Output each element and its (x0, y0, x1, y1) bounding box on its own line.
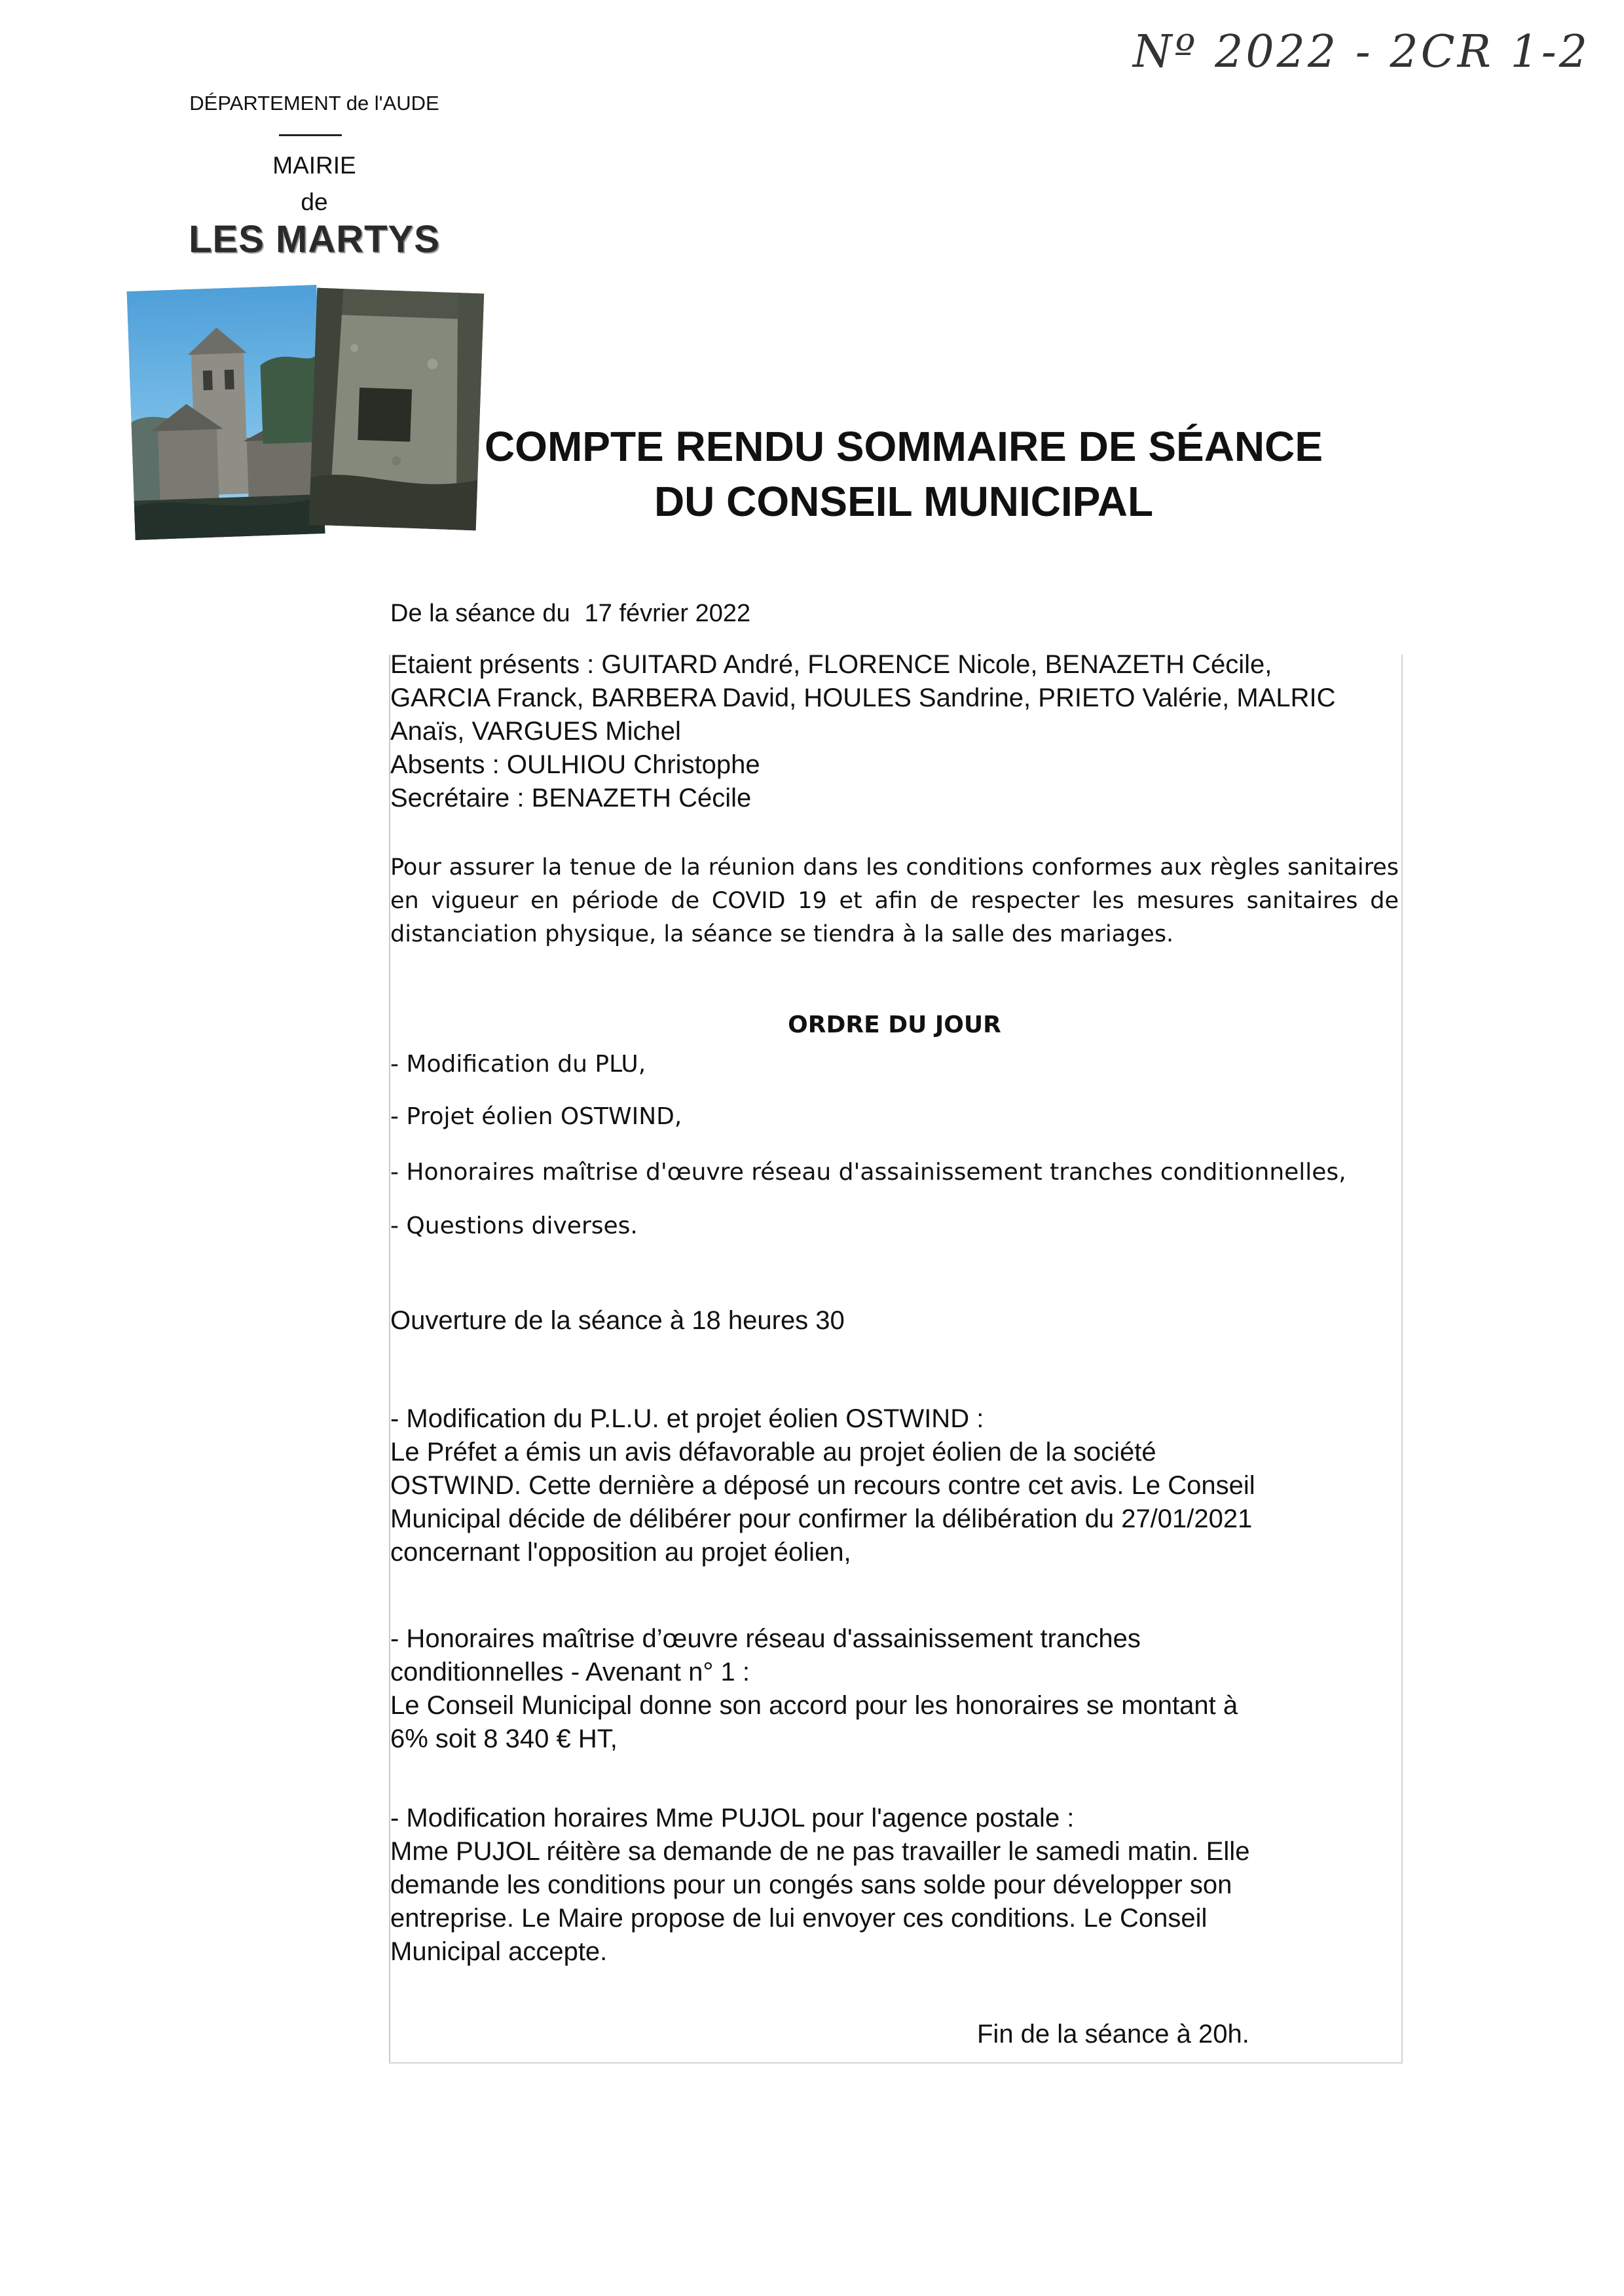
closing-time: Fin de la séance à 20h. (977, 2020, 1249, 2049)
section-line: concernant l'opposition au projet éolien, (390, 1538, 851, 1567)
agenda-item: - Honoraires maîtrise d'œuvre réseau d'assainissement tranches conditionnelles, (390, 1159, 1346, 1186)
section-line: Municipal décide de délibérer pour confirmer la délibération du 27/01/2021 (390, 1504, 1253, 1533)
seance-date-line (390, 600, 750, 628)
covid-paragraph: Pour assurer la tenue de la réunion dans les conditions conformes aux règles sanitaires en vigueur en période de COVID 19 et afin de respecter les mesures sanitaires de distanciation physique, la séance se tiendra à la salle des mariages. (390, 854, 1399, 947)
church-photo (126, 285, 325, 540)
agenda-item: - Projet éolien OSTWIND, (390, 1103, 682, 1130)
section-heading: - Honoraires maîtrise d’œuvre réseau d'assainissement tranches (390, 1624, 1141, 1653)
section-heading: - Modification du P.L.U. et projet éolien OSTWIND : (390, 1404, 984, 1433)
department-name: DÉPARTEMENT de l'AUDE (189, 92, 439, 115)
section-plu-ostwind (390, 1402, 1399, 1569)
seance-date: 17 février 2022 (584, 600, 751, 627)
commune-name: LES MARTYS (189, 218, 440, 261)
attendance-line: Etaient présents : GUITARD André, FLORENCE Nicole, BENAZETH Cécile, (390, 650, 1272, 679)
opening-time: Ouverture de la séance à 18 heures 30 (390, 1306, 845, 1335)
agenda-item: - Questions diverses. (390, 1212, 638, 1239)
title-line-1: COMPTE RENDU SOMMAIRE DE SÉANCE (484, 423, 1323, 470)
section-line: conditionnelles - Avenant n° 1 : (390, 1658, 750, 1686)
title-line-2: DU CONSEIL MUNICIPAL (654, 478, 1154, 525)
document-title (419, 419, 1388, 529)
body-box-bottom-edge (389, 2062, 1403, 2064)
section-honoraires (390, 1622, 1399, 1756)
agenda-title: ORDRE DU JOUR (788, 1011, 1001, 1038)
section-line: entreprise. Le Maire propose de lui envoyer ces conditions. Le Conseil (390, 1904, 1208, 1933)
attendance-line: GARCIA Franck, BARBERA David, HOULES Sandrine, PRIETO Valérie, MALRIC (390, 683, 1336, 712)
body-box-right-edge (1401, 655, 1403, 2062)
section-line: Le Préfet a émis un avis défavorable au projet éolien de la société (390, 1438, 1156, 1467)
attendance-block (390, 648, 1399, 815)
mairie-de-label: de (301, 189, 328, 215)
section-line: demande les conditions pour un congés sans solde pour développer son (390, 1870, 1232, 1899)
section-line: Le Conseil Municipal donne son accord pour les honoraires se montant à (390, 1691, 1238, 1720)
section-line: Municipal accepte. (390, 1937, 608, 1966)
section-heading: - Modification horaires Mme PUJOL pour l'agence postale : (390, 1804, 1075, 1832)
mairie-label: MAIRIE (272, 152, 356, 179)
absents-line: Absents : OULHIOU Christophe (390, 750, 760, 779)
section-line: 6% soit 8 340 € HT, (390, 1724, 618, 1753)
secretary-line: Secrétaire : BENAZETH Cécile (390, 784, 752, 812)
section-line: Mme PUJOL réitère sa demande de ne pas travailler le samedi matin. Elle (390, 1837, 1250, 1866)
section-line: OSTWIND. Cette dernière a déposé un recours contre cet avis. Le Conseil (390, 1471, 1255, 1500)
handwritten-reference: Nº 2022 - 2CR 1-2 (1133, 26, 1590, 78)
agenda-item: - Modification du PLU, (390, 1051, 646, 1078)
section-pujol (390, 1802, 1399, 1969)
seance-label: De la séance du (390, 600, 570, 627)
attendance-line: Anaïs, VARGUES Michel (390, 717, 681, 746)
header-divider (279, 134, 342, 136)
